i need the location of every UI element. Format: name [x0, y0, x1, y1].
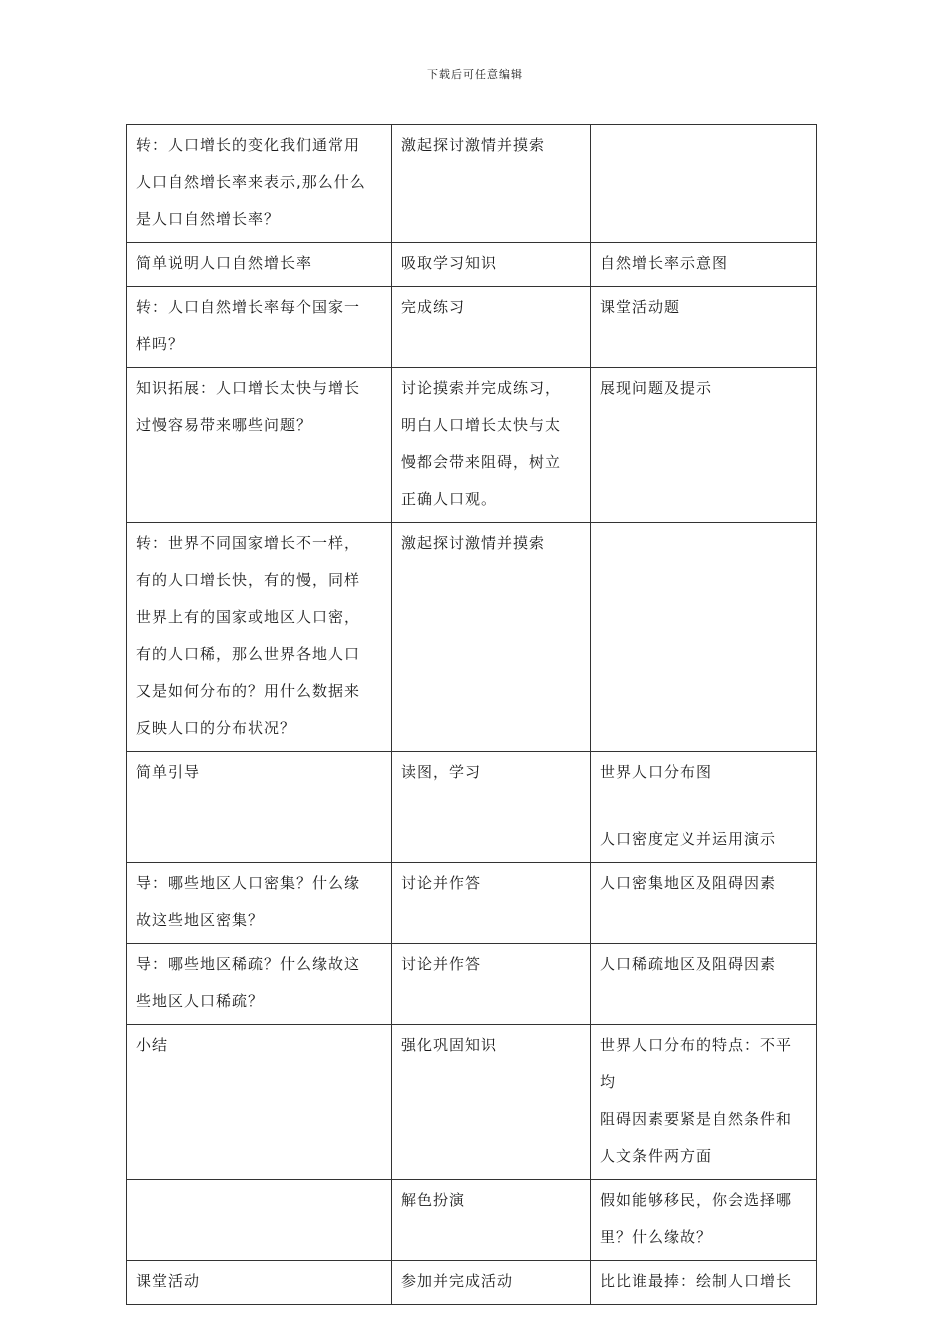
cell-text-line: 世界人口分布图: [600, 763, 713, 781]
table-row: [127, 243, 817, 287]
table-row: [127, 523, 817, 752]
teacher-activity-cell: [127, 523, 392, 752]
student-activity-cell: [392, 368, 591, 523]
cell-text-line: 有的人口增长快，有的慢，同样: [136, 571, 361, 589]
cell-text-line: 完成练习: [401, 298, 466, 316]
teacher-activity-cell: [127, 1025, 392, 1180]
cell-text-line: 慢都会带来阻碍，树立: [401, 453, 562, 471]
cell-text-line: 有的人口稀，那么世界各地人口: [136, 645, 361, 663]
cell-text-line: 正确人口观。: [401, 490, 498, 508]
cell-text-line: 参加并完成活动: [401, 1272, 514, 1290]
cell-text-line: 人文条件两方面: [600, 1147, 713, 1165]
cell-text-line: 又是如何分布的？用什么数据来: [136, 682, 361, 700]
student-activity-cell: [392, 125, 591, 243]
table-row: [127, 944, 817, 1025]
cell-text-line: 均: [600, 1073, 617, 1091]
resource-cell: [591, 752, 817, 863]
student-activity-cell: [392, 287, 591, 368]
cell-text-line: 强化巩固知识: [401, 1036, 498, 1054]
cell-text-line: 简单引导: [136, 763, 201, 781]
table-row: [127, 1180, 817, 1261]
cell-text-line: 激起探讨激情并摸索: [401, 136, 546, 154]
table-row: [127, 1025, 817, 1180]
cell-text-line: 讨论摸索并完成练习，: [401, 379, 562, 397]
cell-text-line: 简单说明人口自然增长率: [136, 254, 313, 272]
resource-cell: [591, 944, 817, 1025]
resource-cell: [591, 125, 817, 243]
cell-text-line: 比比谁最捧：绘制人口增长: [600, 1272, 793, 1290]
resource-cell: [591, 1025, 817, 1180]
teacher-activity-cell: [127, 1261, 392, 1305]
student-activity-cell: [392, 1261, 591, 1305]
student-activity-cell: [392, 1180, 591, 1261]
student-activity-cell: [392, 863, 591, 944]
cell-text-line: 解色扮演: [401, 1191, 466, 1209]
resource-cell: [591, 287, 817, 368]
cell-text-line: 读图，学习: [401, 763, 482, 781]
cell-text-line: 是人口自然增长率？: [136, 210, 281, 228]
student-activity-cell: [392, 1025, 591, 1180]
cell-text-line: 小结: [136, 1036, 169, 1054]
cell-text-line: 知识拓展：人口增长太快与增长: [136, 379, 361, 397]
teacher-activity-cell: [127, 125, 392, 243]
cell-text-line: 些地区人口稀疏？: [136, 992, 265, 1010]
resource-cell: [591, 1180, 817, 1261]
cell-text-line: 讨论并作答: [401, 874, 482, 892]
teacher-activity-cell: [127, 243, 392, 287]
teacher-activity-cell: [127, 752, 392, 863]
cell-text-line: 明白人口增长太快与太: [401, 416, 562, 434]
table-row: [127, 287, 817, 368]
teacher-activity-cell: [127, 368, 392, 523]
teacher-activity-cell: [127, 944, 392, 1025]
cell-text-line: 样吗？: [136, 335, 185, 353]
cell-text-line: 转：人口自然增长率每个国家一: [136, 298, 361, 316]
cell-text-line: 课堂活动题: [600, 298, 681, 316]
cell-text-line: 自然增长率示意图: [600, 254, 729, 272]
cell-text-line: 世界人口分布的特点：不平: [600, 1036, 793, 1054]
student-activity-cell: [392, 243, 591, 287]
cell-text-line: 里？什么缘故？: [600, 1228, 713, 1246]
cell-text-line: 世界上有的国家或地区人口密，: [136, 608, 361, 626]
table-row: [127, 1261, 817, 1305]
cell-text-line: 人口稀疏地区及阻碍因素: [600, 955, 777, 973]
cell-text-line: 故这些地区密集？: [136, 911, 265, 929]
page-header: 下载后可任意编辑: [427, 68, 523, 81]
table-row: [127, 863, 817, 944]
student-activity-cell: [392, 523, 591, 752]
cell-text-line: 导：哪些地区稀疏？什么缘故这: [136, 955, 361, 973]
table-row: [127, 125, 817, 243]
cell-text-line: 反映人口的分布状况？: [136, 719, 297, 737]
resource-cell: [591, 523, 817, 752]
table-row: [127, 752, 817, 863]
cell-text-line: 导：哪些地区人口密集？什么缘: [136, 874, 361, 892]
cell-text-line: 课堂活动: [136, 1272, 201, 1290]
student-activity-cell: [392, 944, 591, 1025]
cell-text-line: 激起探讨激情并摸索: [401, 534, 546, 552]
cell-text-line: 过慢容易带来哪些问题？: [136, 416, 313, 434]
cell-text-line: 吸取学习知识: [401, 254, 498, 272]
lesson-plan-table: [126, 124, 817, 1305]
blank-line: [600, 791, 808, 821]
cell-text-line: 人口密集地区及阻碍因素: [600, 874, 777, 892]
cell-text-line: 人口密度定义并运用演示: [600, 830, 777, 848]
cell-text-line: 人口自然增长率来表示,那么什么: [136, 173, 366, 191]
teacher-activity-cell: [127, 287, 392, 368]
resource-cell: [591, 243, 817, 287]
cell-text-line: 展现问题及提示: [600, 379, 713, 397]
teacher-activity-cell: [127, 1180, 392, 1261]
resource-cell: [591, 368, 817, 523]
resource-cell: [591, 863, 817, 944]
cell-text-line: 转：人口增长的变化我们通常用: [136, 136, 361, 154]
cell-text-line: 转：世界不同国家增长不一样，: [136, 534, 361, 552]
cell-text-line: 讨论并作答: [401, 955, 482, 973]
resource-cell: [591, 1261, 817, 1305]
table-body: [127, 125, 817, 1305]
cell-text-line: 假如能够移民，你会选择哪: [600, 1191, 793, 1209]
student-activity-cell: [392, 752, 591, 863]
table-row: [127, 368, 817, 523]
teacher-activity-cell: [127, 863, 392, 944]
cell-text-line: 阻碍因素要紧是自然条件和: [600, 1110, 793, 1128]
